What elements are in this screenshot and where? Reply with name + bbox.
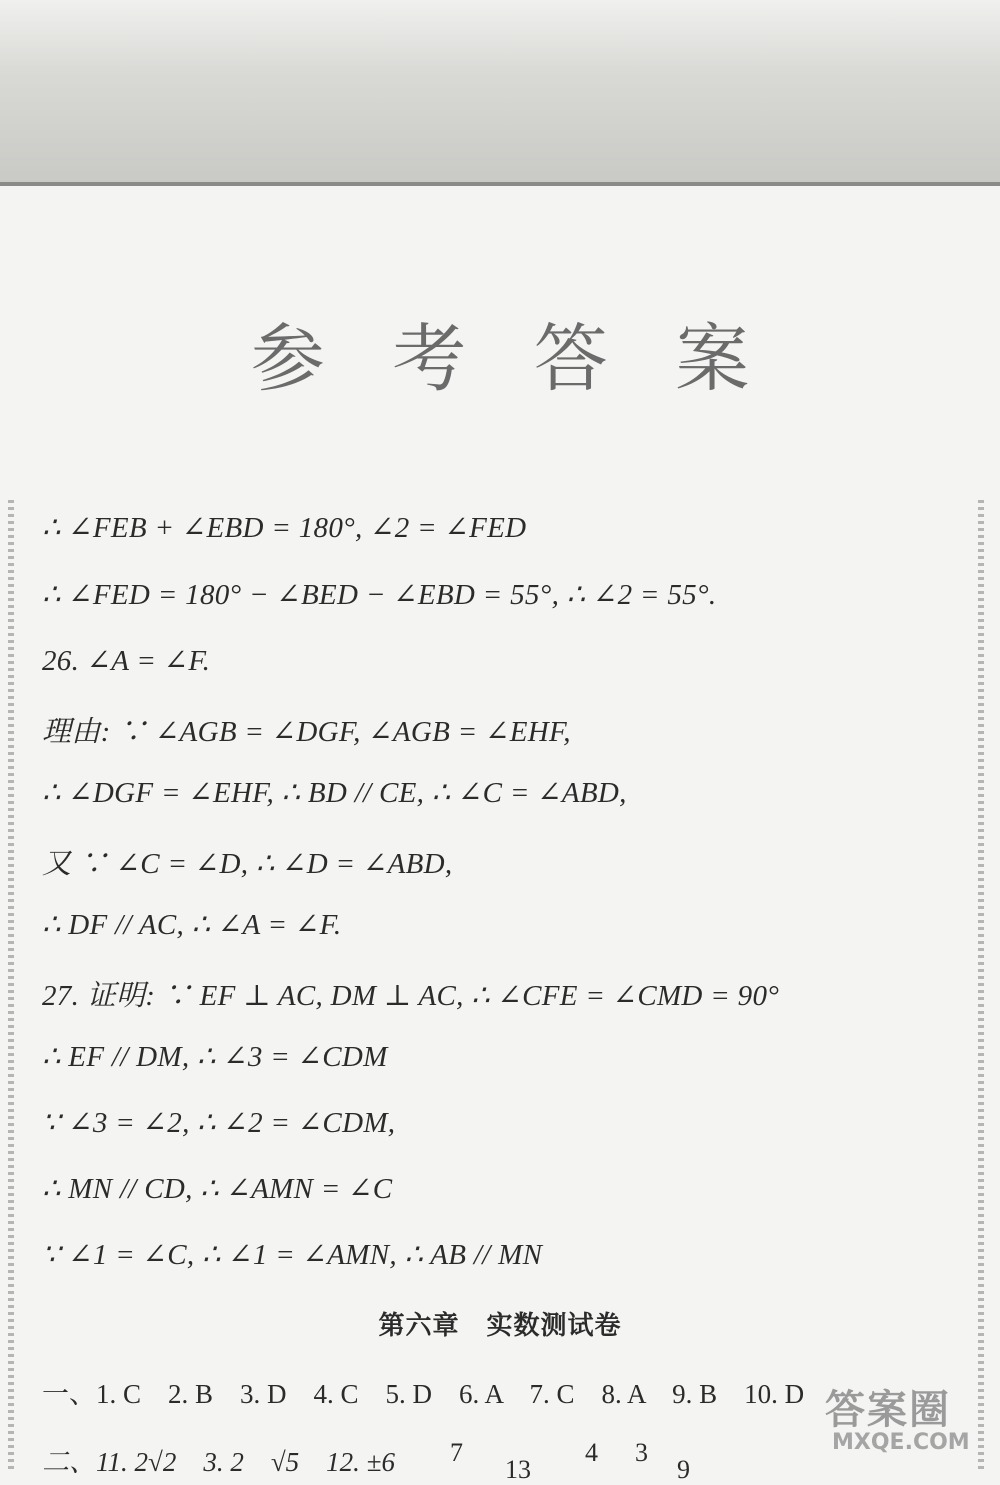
solution-line: ∴ MN // CD, ∴ ∠AMN = ∠C [42, 1173, 393, 1205]
choice-answers: 一、1. C 2. B 3. D 4. C 5. D 6. A 7. C 8. A 9. B 10. D [42, 1379, 805, 1409]
solution-line: ∴ EF // DM, ∴ ∠3 = ∠CDM [42, 1041, 388, 1073]
fill-answers-partial: 二、11. 2√2 3. 2 √5 12. ±6 [42, 1447, 395, 1477]
solution-line: ∵ ∠1 = ∠C, ∴ ∠1 = ∠AMN, ∴ AB // MN [42, 1239, 543, 1271]
solution-line: 又 ∵ ∠C = ∠D, ∴ ∠D = ∠ABD, [42, 848, 453, 880]
solution-line: ∴ ∠FEB + ∠EBD = 180°, ∠2 = ∠FED [42, 512, 527, 544]
solution-line: ∴ DF // AC, ∴ ∠A = ∠F. [42, 909, 342, 941]
solution-line: ∴ ∠FED = 180° − ∠BED − ∠EBD = 55°, ∴ ∠2 = 55°. [42, 579, 717, 611]
solution-line: 理由: ∵ ∠AGB = ∠DGF, ∠AGB = ∠EHF, [42, 716, 571, 748]
fraction-denominator: 13 [505, 1455, 531, 1484]
watermark-logo: 答案圈 [825, 1387, 951, 1433]
solution-line: 27. 证明: ∵ EF ⊥ AC, DM ⊥ AC, ∴ ∠CFE = ∠CMD = 90° [42, 980, 780, 1012]
watermark-url: MXQE.COM [832, 1430, 970, 1455]
fraction-numerator: 4 [585, 1438, 598, 1467]
fraction-numerator: 3 [635, 1438, 648, 1467]
solution-line: ∴ ∠DGF = ∠EHF, ∴ BD // CE, ∴ ∠C = ∠ABD, [42, 777, 627, 809]
section-title: 第六章 实数测试卷 [378, 1311, 622, 1341]
solution-line: 26. ∠A = ∠F. [42, 645, 211, 677]
page-title: 参 考 答 案 [250, 316, 772, 402]
header-band [0, 0, 1000, 186]
fraction-denominator: 9 [677, 1455, 690, 1484]
fraction-numerator: 7 [450, 1438, 463, 1467]
solution-line: ∵ ∠3 = ∠2, ∴ ∠2 = ∠CDM, [42, 1107, 396, 1139]
